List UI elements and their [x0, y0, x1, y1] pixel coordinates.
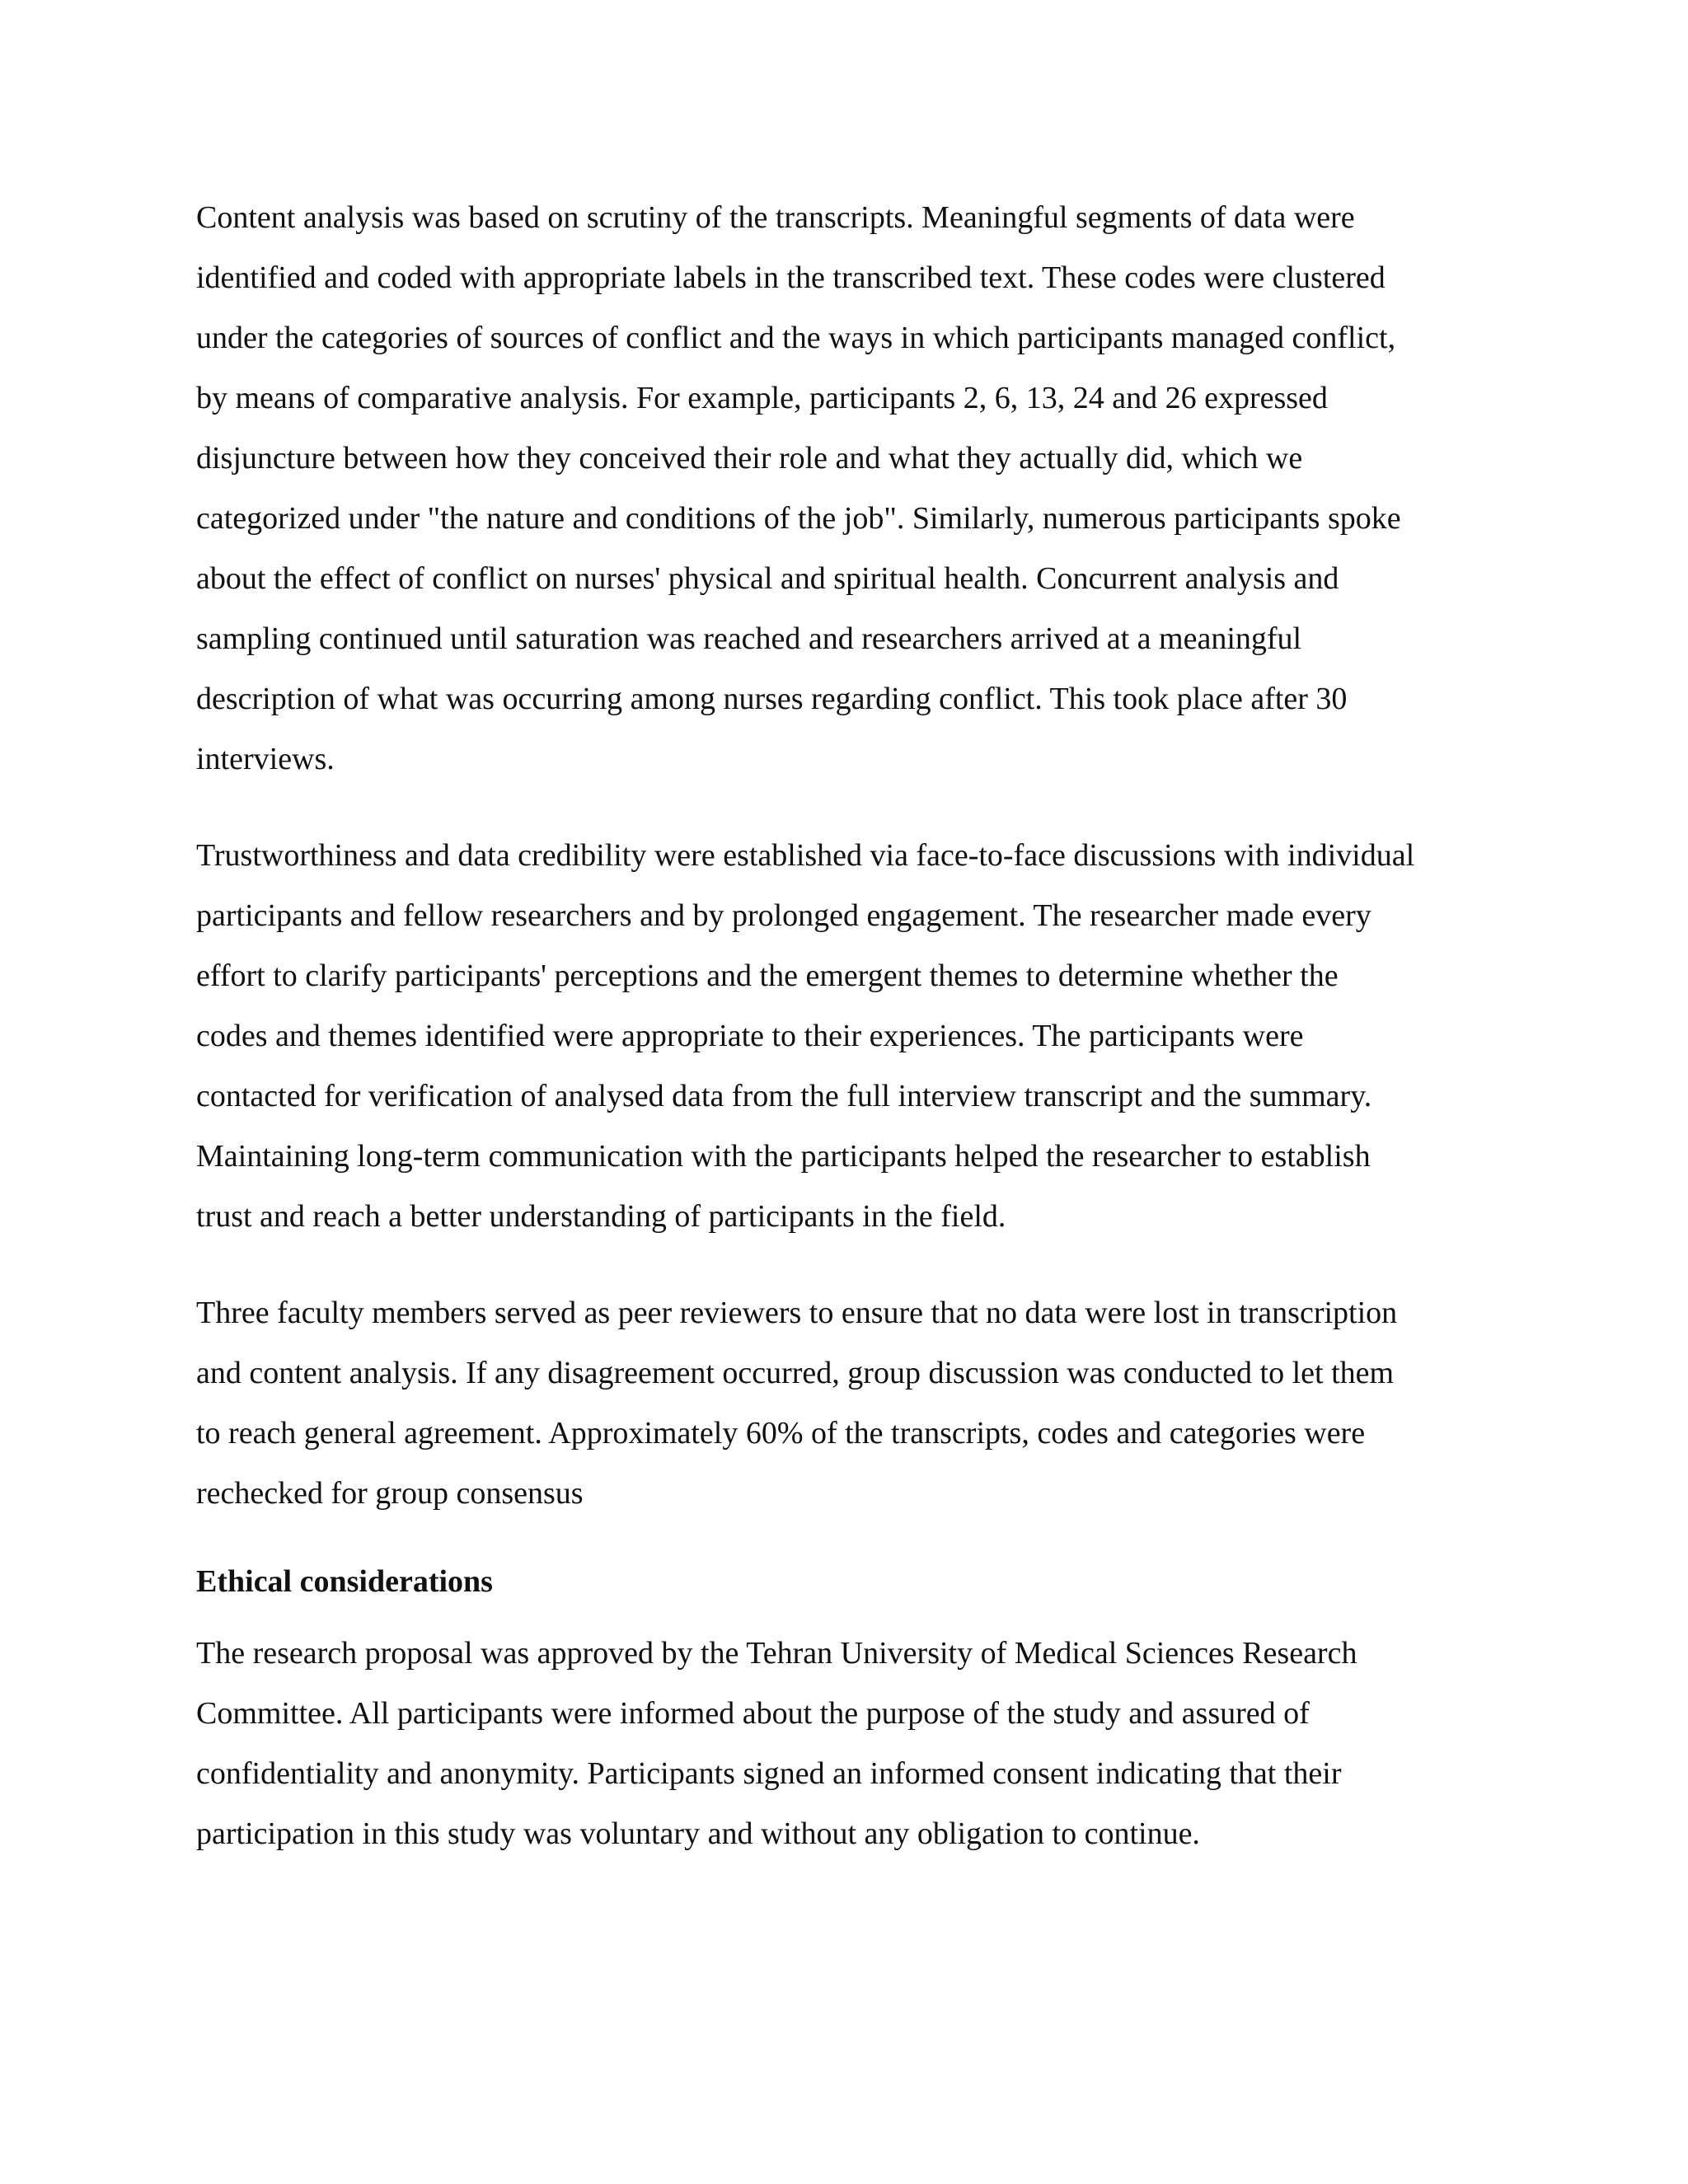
text-line: Trustworthiness and data credibility were established via face-to-face discussions with individual [196, 838, 1415, 873]
text-line: The research proposal was approved by the Tehran University of Medical Sciences Research [196, 1636, 1357, 1671]
text-line: participation in this study was voluntary and without any obligation to continue. [196, 1816, 1200, 1851]
paragraph-content-analysis [196, 188, 1482, 790]
text-line: contacted for verification of analysed data from the full interview transcript and the summary. [196, 1079, 1372, 1113]
section-heading-ethical-considerations: Ethical considerations [196, 1564, 493, 1599]
text-line: identified and coded with appropriate labels in the transcribed text. These codes were clustered [196, 260, 1386, 295]
document-body [196, 188, 1482, 1864]
text-line: Committee. All participants were informed about the purpose of the study and assured of [196, 1696, 1310, 1731]
paragraph-trustworthiness [196, 826, 1482, 1247]
text-line: rechecked for group consensus [196, 1476, 584, 1511]
text-line: by means of comparative analysis. For example, participants 2, 6, 13, 24 and 26 expressed [196, 381, 1328, 415]
text-line: codes and themes identified were appropriate to their experiences. The participants were [196, 1019, 1304, 1053]
text-line: interviews. [196, 742, 335, 776]
text-line: under the categories of sources of conflict and the ways in which participants managed conflict, [196, 321, 1396, 355]
text-line: trust and reach a better understanding of participants in the field. [196, 1199, 1006, 1234]
text-line: to reach general agreement. Approximately 60% of the transcripts, codes and categories were [196, 1416, 1366, 1451]
text-line: and content analysis. If any disagreement occurred, group discussion was conducted to let them [196, 1356, 1395, 1390]
text-line: Content analysis was based on scrutiny of the transcripts. Meaningful segments of data were [196, 200, 1355, 235]
text-line: about the effect of conflict on nurses' physical and spiritual health. Concurrent analysis and [196, 561, 1339, 596]
paragraph-ethics [196, 1624, 1482, 1864]
text-line: sampling continued until saturation was reached and researchers arrived at a meaningful [196, 621, 1302, 656]
text-line: categorized under "the nature and conditions of the job". Similarly, numerous participants spoke [196, 501, 1401, 536]
text-line: Three faculty members served as peer reviewers to ensure that no data were lost in transcription [196, 1296, 1398, 1330]
text-line: disjuncture between how they conceived their role and what they actually did, which we [196, 441, 1303, 476]
paragraph-peer-review [196, 1283, 1482, 1524]
text-line: participants and fellow researchers and by prolonged engagement. The researcher made every [196, 898, 1372, 933]
text-line: confidentiality and anonymity. Participants signed an informed consent indicating that their [196, 1756, 1342, 1791]
text-line: description of what was occurring among nurses regarding conflict. This took place after 30 [196, 682, 1348, 716]
text-line: Maintaining long-term communication with the participants helped the researcher to establish [196, 1139, 1371, 1174]
text-line: effort to clarify participants' perceptions and the emergent themes to determine whether the [196, 958, 1339, 993]
